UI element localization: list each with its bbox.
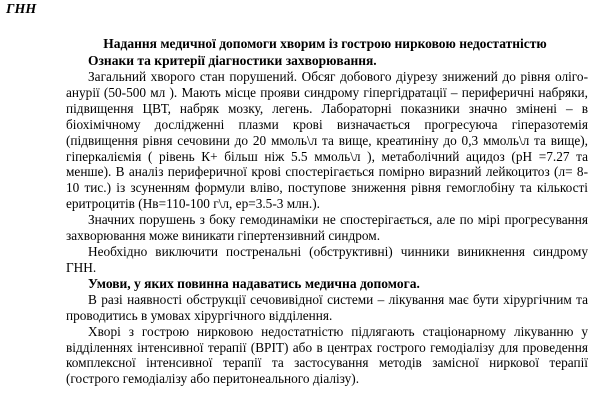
paragraph-hemodynamics: Значних порушень з боку гемодинаміки не спостерігається, але по мірі прогресування захворювання може виникати гіпертензивний синдром.	[66, 212, 588, 244]
paragraph-exclusion: Необхідно виключити постренальні (обструктивні) чинники виникнення синдрому ГНН.	[66, 243, 588, 275]
paragraph-surgical: В разі наявності обструкції сечовивідної системи – лікування має бути хірургічним та проводитись в умовах хірургічного відділення.	[66, 291, 588, 323]
document-title: Надання медичної допомоги хворим із гострою нирковою недостатністю	[103, 36, 547, 51]
paragraph-hospitalization: Хворі з гострою нирковою недостатністю підлягають стаціонарному лікуванню у відділеннях інтенсивної терапії (ВРІТ) або в центрах гострого гемодіалізу для проведення комплексної інтенсивної терапії та застосування методів замісної ниркової терапії (гострого гемодіалізу або перитонеального діалізу).	[66, 323, 588, 387]
section-heading-conditions: Умови, у яких повинна надаватись медична допомога.	[88, 275, 420, 291]
document-body	[66, 53, 588, 387]
paragraph-clinical-signs: Загальний хворого стан порушений. Обсяг добового діурезу знижений до рівня оліго-анурії (50-500 мл ). Мають місце прояви синдрому гіпергідратації – периферичні набряки, підвищення ЦВТ, набряк мозку, легень. Лабораторні показники значно змінені – в біохімічному дослідженні плазми крові визначається прогресуюча гіперазотемія (підвищення рівня сечовини до 20 ммоль\л та вище, креатиніну до 0,3 ммоль\л та вище), гіперкаліємія ( рівень К+ більш ніж 5.5 ммоль\л ), метаболічний ацидоз (рН =7.27 та менше). В аналіз периферичної крові спостерігається помірно виразний лейкоцитоз (л= 8-10 тис.) із зсуненням формули вліво, поступове зниження рівня гемоглобіну та кількості еритроцитів (Нв=110-100 г\л, ер=3.5-3 млн.).	[66, 69, 588, 212]
section-heading-signs: Ознаки та критерії діагностики захворювання.	[88, 53, 377, 68]
document-abbreviation: ГНН	[6, 2, 37, 17]
